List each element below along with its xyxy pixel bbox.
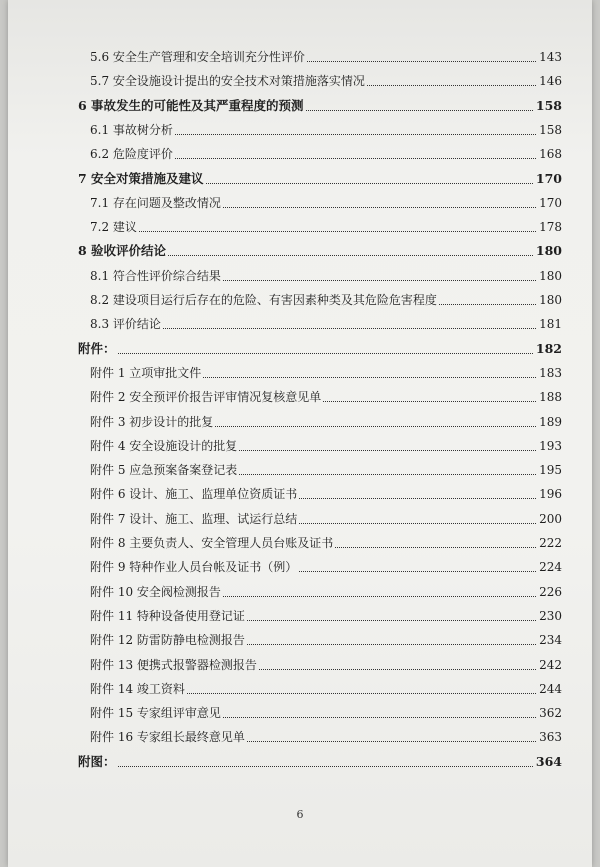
toc-entry-page: 143 <box>539 50 562 64</box>
toc-leader-dots <box>223 207 536 208</box>
toc-entry <box>90 531 562 551</box>
toc-entry-page: 178 <box>539 220 562 235</box>
toc-entry-page: 180 <box>539 293 562 307</box>
toc-leader-dots <box>168 255 533 256</box>
toc-entry-title: 附件 5 应急预案备案登记表 <box>90 463 238 478</box>
toc-entry-title: 附件 15 专家组评审意见 <box>90 706 221 721</box>
toc-entry-page: 226 <box>539 584 562 599</box>
toc-entry-title: 附件 16 专家组长最终意见单 <box>90 730 245 745</box>
toc-entry <box>90 361 562 381</box>
toc-entry-title: 8.2 建设项目运行后存在的危险、有害因素种类及其危险危害程度 <box>90 293 437 307</box>
toc-entry-page: 224 <box>539 560 562 575</box>
toc-entry-page: 168 <box>539 147 562 162</box>
toc-entry-title: 6.2 危险度评价 <box>90 147 173 162</box>
document-page <box>8 0 592 867</box>
toc-entry-title: 7.2 建议 <box>90 220 137 235</box>
toc-entry-page: 180 <box>535 243 562 259</box>
toc-entry-title: 8.1 符合性评价综合结果 <box>90 268 221 283</box>
toc-entry-title: 7.1 存在问题及整改情况 <box>90 195 221 210</box>
toc-leader-dots <box>299 498 536 499</box>
toc-leader-dots <box>247 741 536 742</box>
toc-entry <box>90 410 562 430</box>
page-number: 6 <box>296 808 304 821</box>
toc-entry-page: 196 <box>539 487 562 502</box>
toc-leader-dots <box>247 620 536 621</box>
toc-entry-page: 230 <box>539 608 562 623</box>
toc-entry <box>90 677 562 697</box>
toc-entry-title: 附件 8 主要负责人、安全管理人员台账及证书 <box>90 536 334 550</box>
toc-leader-dots <box>299 571 536 572</box>
toc-leader-dots <box>163 328 536 329</box>
toc-leader-dots <box>187 693 536 694</box>
toc-entry <box>90 45 562 65</box>
toc-entry-page: 189 <box>539 414 562 429</box>
toc-leader-dots <box>239 474 536 475</box>
toc-entry-page: 234 <box>539 633 562 648</box>
toc-entry-title: 附件 4 安全设施设计的批复 <box>90 438 238 453</box>
toc-entry-title: 附件 6 设计、施工、监理单位资质证书 <box>90 487 298 502</box>
toc-leader-dots <box>247 644 536 645</box>
toc-leader-dots <box>323 401 536 402</box>
toc-leader-dots <box>367 85 536 86</box>
toc-leader-dots <box>118 766 533 767</box>
toc-leader-dots <box>118 353 533 354</box>
toc-entry-title: 6 事故发生的可能性及其严重程度的预测 <box>78 97 304 113</box>
toc-chapter-entry <box>78 167 562 187</box>
toc-leader-dots <box>206 183 533 184</box>
toc-chapter-entry <box>78 750 562 770</box>
toc-entry <box>90 701 562 721</box>
toc-entry <box>90 434 562 454</box>
toc-leader-dots <box>239 450 536 451</box>
toc-leader-dots <box>306 110 533 111</box>
toc-entry-page: 146 <box>539 74 562 89</box>
toc-entry-page: 183 <box>539 365 562 380</box>
toc-entry <box>90 555 562 575</box>
toc-chapter-entry <box>78 239 562 259</box>
toc-entry <box>90 215 562 235</box>
toc-leader-dots <box>335 547 536 548</box>
toc-entry-page: 242 <box>539 657 562 672</box>
toc-entry <box>90 507 562 527</box>
toc-leader-dots <box>307 61 536 62</box>
toc-entry-page: 158 <box>535 97 562 113</box>
toc-entry-page: 364 <box>535 753 562 769</box>
toc-entry-title: 附件 9 特种作业人员台帐及证书（例） <box>90 560 298 575</box>
toc-entry-title: 附件 3 初步设计的批复 <box>90 414 214 429</box>
toc-entry-title: 5.6 安全生产管理和安全培训充分性评价 <box>90 50 305 64</box>
toc-entry-page: 181 <box>539 317 562 332</box>
toc-entry-title: 附件 2 安全预评价报告评审情况复核意见单 <box>90 390 322 405</box>
toc-entry-title: 5.7 安全设施设计提出的安全技术对策措施落实情况 <box>90 74 365 89</box>
toc-entry-page: 170 <box>539 195 562 210</box>
toc-entry <box>90 604 562 624</box>
toc-entry-page: 244 <box>539 681 562 696</box>
toc-leader-dots <box>175 134 536 135</box>
toc-entry-title: 附件 13 便携式报警器检测报告 <box>90 657 257 672</box>
toc-leader-dots <box>259 669 536 670</box>
toc-entry-title: 附件 10 安全阀检测报告 <box>90 584 221 599</box>
toc-entry <box>90 312 562 332</box>
toc-leader-dots <box>439 304 536 305</box>
toc-entry-page: 200 <box>539 511 562 526</box>
toc-entry-page: 195 <box>539 463 562 478</box>
toc-entry <box>90 580 562 600</box>
toc-entry <box>90 69 562 89</box>
toc-entry <box>90 653 562 673</box>
toc-entry-page: 193 <box>539 438 562 453</box>
toc-entry-page: 222 <box>539 536 562 550</box>
toc-entry-page: 158 <box>539 122 562 137</box>
toc-entry-page: 182 <box>535 340 562 356</box>
toc-entry-title: 附件 1 立项审批文件 <box>90 365 202 380</box>
toc-entry-title: 8.3 评价结论 <box>90 317 161 332</box>
toc-entry-title: 7 安全对策措施及建议 <box>78 170 204 186</box>
toc-entry <box>90 118 562 138</box>
toc-entry-title: 6.1 事故树分析 <box>90 122 173 137</box>
toc-leader-dots <box>215 426 536 427</box>
toc-entry <box>90 264 562 284</box>
toc-entry <box>90 482 562 502</box>
toc-leader-dots <box>175 158 536 159</box>
toc-entry-title: 附件 12 防雷防静电检测报告 <box>90 633 245 648</box>
toc-chapter-entry <box>78 337 562 357</box>
toc-leader-dots <box>299 523 536 524</box>
toc-entry <box>90 725 562 745</box>
toc-entry <box>90 191 562 211</box>
toc-leader-dots <box>223 717 536 718</box>
toc-leader-dots <box>203 377 536 378</box>
toc-leader-dots <box>223 280 536 281</box>
toc-entry-page: 188 <box>539 390 562 405</box>
toc-entry <box>90 628 562 648</box>
toc-entry-title: 附件 11 特种设备使用登记证 <box>90 608 245 623</box>
toc-entry-title: 附件 7 设计、施工、监理、试运行总结 <box>90 511 298 526</box>
toc-entry-page: 180 <box>539 268 562 283</box>
toc-leader-dots <box>139 231 536 232</box>
toc-entry-title: 8 验收评价结论 <box>78 243 167 259</box>
toc-chapter-entry <box>78 94 562 114</box>
toc-entry <box>90 458 562 478</box>
toc-entry-page: 170 <box>535 170 562 186</box>
toc-entry <box>90 288 562 308</box>
toc-entry <box>90 385 562 405</box>
toc-entry-title: 附图： <box>78 753 116 769</box>
toc-entry-title: 附件： <box>78 340 116 356</box>
toc-entry <box>90 142 562 162</box>
toc-leader-dots <box>223 596 536 597</box>
toc-entry-page: 362 <box>539 706 562 721</box>
toc-entry-title: 附件 14 竣工资料 <box>90 681 185 696</box>
toc-entry-page: 363 <box>539 730 562 745</box>
